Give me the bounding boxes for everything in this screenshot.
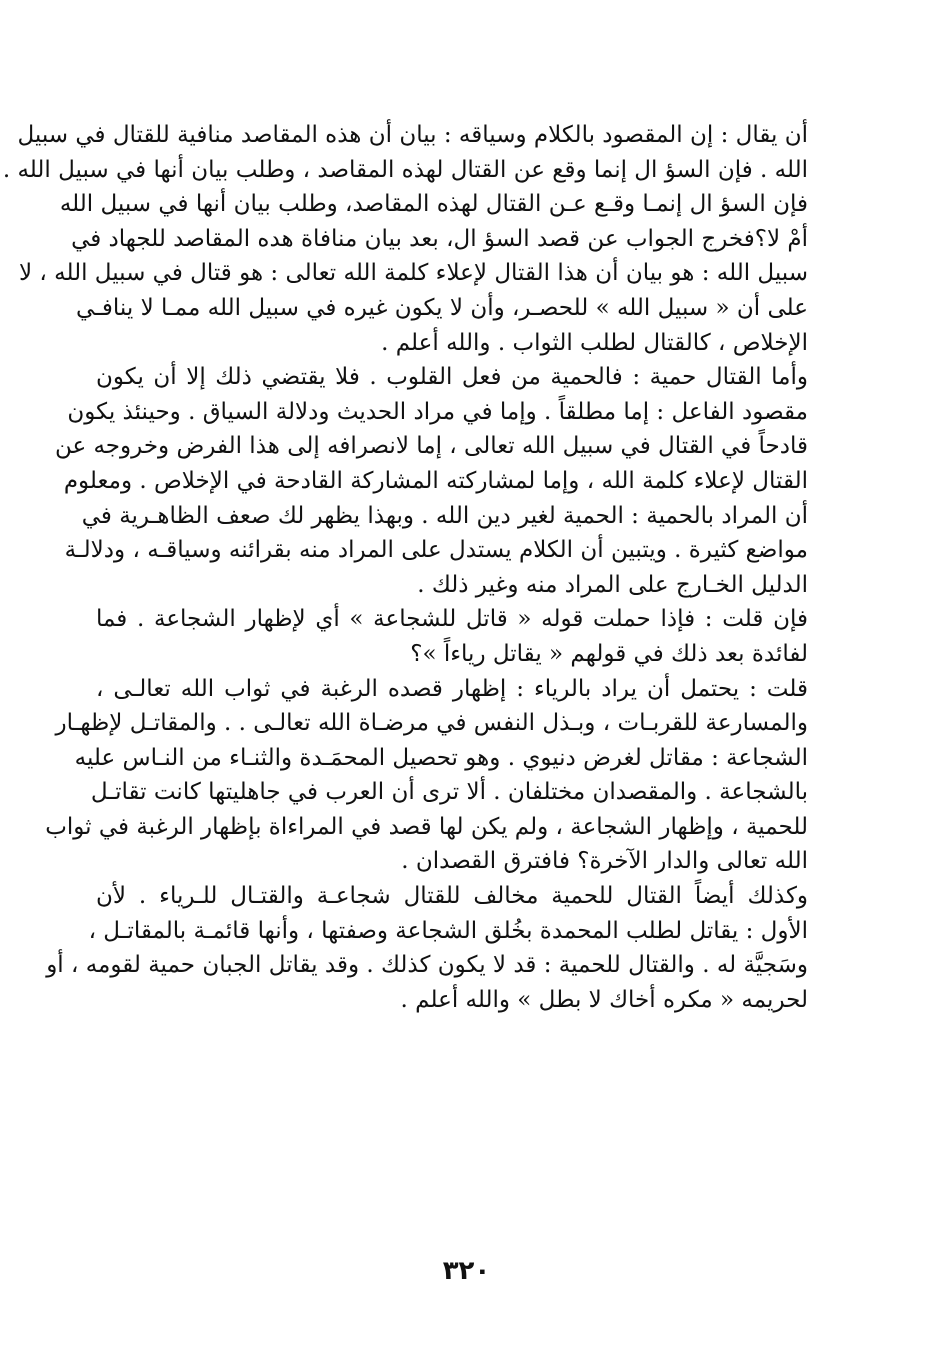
text-line: والمسارعة للقربـات ، وبـذل النفس في مرضـاة الله تعالـى . . والمقاتـل لإظهـار bbox=[55, 710, 808, 737]
text-line: أن يقال : إن المقصود بالكلام وسياقه : بيان أن هذه المقاصد منافية للقتال في سبيل bbox=[17, 122, 808, 148]
text-line: القتال لإعلاء كلمة الله ، وإما لمشاركته المشاركة القادحة في الإخلاص . ومعلوم bbox=[63, 467, 808, 494]
text-line: على أن « سبيل الله » للحصـر، وأن لا يكون غيره في سبيل الله ممـا لا ينافـي bbox=[76, 294, 808, 321]
text-line: أن المراد بالحمية : الحمية لغير دين الله . وبهذا يظهر لك صعف الظاهـرية في bbox=[81, 502, 808, 529]
text-line: الأول : يقاتل لطلب المحمدة بخُلق الشجاعة وصفتها ، وأنها قائمـة بالمقاتـل ، bbox=[88, 917, 808, 944]
text-line: فإن قلت : فإذا حملت قوله « قاتل للشجاعة » أي لإظهار الشجاعة . فما bbox=[96, 606, 808, 633]
text-line: فإن السؤ ال إنمـا وقـع عـن القتال لهذه المقاصد، وطلب بيان أنها في سبيل الله bbox=[59, 191, 808, 218]
page-number: ٣٢٠ bbox=[442, 1256, 491, 1286]
text-line: سبيل الله : هو بيان أن هذا القتال لإعلاء كلمة الله تعالى : هو قتال في سبيل الله ، لا bbox=[18, 260, 808, 287]
text-line: الإخلاص ، كالقتال لطلب الثواب . والله أعلم . bbox=[381, 329, 808, 356]
text-line: الدليل الخـارج على المراد منه وغير ذلك . bbox=[417, 571, 808, 598]
text-line: أمْ لا؟فخرج الجواب عن قصد السؤ ال، بعد بيان منافاة هده المقاصد للجهاد في bbox=[71, 225, 808, 252]
text-line: قلت : يحتمل أن يراد بالرياء : إظهار قصده الرغبة في ثواب الله تعالـى ، bbox=[96, 675, 808, 702]
text-line: الشجاعة : مقاتل لغرض دنيوي . وهو تحصيل المحمَـدة والثنـاء من النـاس عليه bbox=[74, 744, 808, 771]
text-line: بالشجاعة . والمقصدان مختلفان . ألا ترى أن العرب في جاهليتها كانت تقاتـل bbox=[90, 779, 808, 806]
text-line: لفائدة بعد ذلك في قولهم « يقاتل رياءاً »؟ bbox=[410, 640, 808, 667]
text-line: الله تعالى والدار الآخرة؟ فافترق القصدان . bbox=[401, 848, 808, 875]
text-line: للحمية ، وإظهار الشجاعة ، ولم يكن لها قصد في المراءاة بإظهار الرغبة في ثواب bbox=[45, 813, 808, 840]
text-line: لحريمه « مكره أخاك لا بطل » والله أعلم . bbox=[400, 986, 808, 1013]
page-body bbox=[2, 118, 808, 1017]
text-line: وسَجيَّة له . والقتال للحمية : قد لا يكون كذلك . وقد يقاتل الجبان حمية لقومه ، أو bbox=[46, 952, 808, 979]
text-line: مقصود الفاعل : إما مطلقاً . وإما في مراد الحديث ودلالة السياق . وحينئذ يكون bbox=[67, 398, 808, 425]
text-line: وكذلك أيضاً القتال للحمية مخالف للقتال شجاعـة والقتـال للـرياء . لأن bbox=[96, 883, 808, 910]
text-line: قادحاً في القتال في سبيل الله تعالى ، إما لانصرافه إلى هذا الفرض وخروجه عن bbox=[54, 433, 808, 460]
text-line: مواضع كثيرة . ويتبين أن الكلام يستدل على المراد منه بقرائنه وسياقـه ، ودلالـة bbox=[64, 537, 808, 564]
text-line: الله . فإن السؤ ال إنما وقع عن القتال لهذه المقاصد ، وطلب بيان أنها في سبيل الله . bbox=[2, 156, 808, 183]
text-line: وأما القتال حمية : فالحمية من فعل القلوب . فلا يقتضي ذلك إلا أن يكون bbox=[96, 364, 808, 391]
